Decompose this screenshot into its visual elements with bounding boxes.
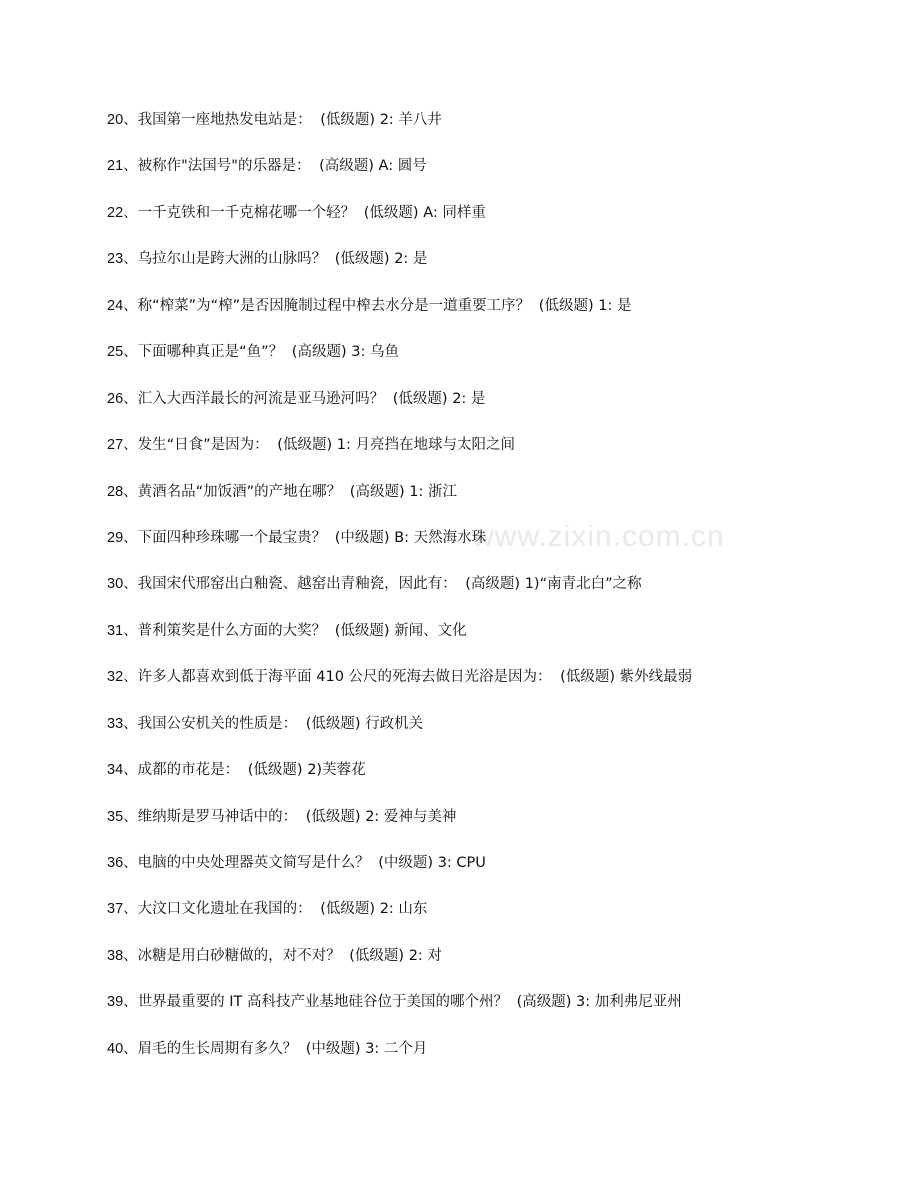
difficulty-level: (中级题) xyxy=(334,529,390,546)
difficulty-level: (低级题) xyxy=(320,112,376,128)
question-item xyxy=(107,940,887,986)
answer-text: 1: 月亮挡在地球与太阳之间 xyxy=(336,437,515,454)
question-item xyxy=(107,104,887,150)
question-text: 乌拉尔山是跨大洲的山脉吗？ xyxy=(137,251,327,268)
enumeration-mark: 、 xyxy=(123,901,138,918)
question-item xyxy=(107,847,887,893)
question-number: 20 xyxy=(107,112,124,128)
question-list xyxy=(107,104,887,1079)
answer-text: A: 同样重 xyxy=(423,204,486,221)
question-item xyxy=(107,1033,887,1079)
difficulty-level: (低级题) xyxy=(363,204,419,221)
question-number: 28 xyxy=(107,483,124,500)
question-text: 冰糖是用白砂糖做的，对不对？ xyxy=(137,947,341,964)
answer-text: 1)“南青北白”之称 xyxy=(524,576,642,593)
question-item xyxy=(107,243,887,289)
enumeration-mark: 、 xyxy=(123,112,138,128)
enumeration-mark: 、 xyxy=(123,297,138,314)
answer-text: 2: 对 xyxy=(408,947,442,964)
question-item xyxy=(107,522,887,568)
difficulty-level: (低级题) xyxy=(305,715,361,732)
question-number: 30 xyxy=(107,576,124,593)
question-item xyxy=(107,336,887,382)
question-text: 我国公安机关的性质是： xyxy=(137,715,298,732)
enumeration-mark: 、 xyxy=(123,344,138,361)
difficulty-level: (低级题) xyxy=(305,808,361,825)
enumeration-mark: 、 xyxy=(123,1040,138,1057)
answer-text: 2)芙蓉花 xyxy=(307,762,366,779)
question-number: 26 xyxy=(107,390,124,407)
question-text: 我国宋代邢窑出白釉瓷、越窑出青釉瓷，因此有： xyxy=(137,576,457,593)
answer-text: 2: 羊八井 xyxy=(379,112,442,128)
answer-text: 1: 浙江 xyxy=(409,483,457,500)
question-text: 被称作"法国号"的乐器是： xyxy=(137,158,311,175)
question-item xyxy=(107,708,887,754)
enumeration-mark: 、 xyxy=(123,622,138,639)
question-item xyxy=(107,476,887,522)
difficulty-level: (低级题) xyxy=(320,901,376,918)
enumeration-mark: 、 xyxy=(123,715,138,732)
answer-text: 2: 是 xyxy=(394,251,428,268)
question-item xyxy=(107,568,887,614)
question-text: 普利策奖是什么方面的大奖？ xyxy=(137,622,327,639)
question-item xyxy=(107,383,887,429)
difficulty-level: (低级题) xyxy=(247,762,303,779)
difficulty-level: (中级题) xyxy=(378,855,434,871)
enumeration-mark: 、 xyxy=(123,855,138,871)
question-text: 电脑的中央处理器英文简写是什么？ xyxy=(137,855,370,871)
question-item xyxy=(107,893,887,939)
question-text: 黄酒名品“加饭酒”的产地在哪？ xyxy=(137,483,342,500)
enumeration-mark: 、 xyxy=(123,158,138,175)
question-text: 大汶口文化遗址在我国的： xyxy=(137,901,312,918)
watermark: www.zixin.com.cn xyxy=(472,520,725,553)
enumeration-mark: 、 xyxy=(123,483,138,500)
question-text: 许多人都喜欢到低于海平面 410 公尺的死海去做日光浴是因为： xyxy=(137,669,552,686)
question-item xyxy=(107,150,887,196)
question-number: 37 xyxy=(107,901,124,918)
enumeration-mark: 、 xyxy=(123,529,138,546)
enumeration-mark: 、 xyxy=(123,947,138,964)
question-number: 34 xyxy=(107,762,124,779)
enumeration-mark: 、 xyxy=(123,251,138,268)
question-number: 33 xyxy=(107,715,124,732)
question-text: 发生“日食”是因为： xyxy=(137,437,269,454)
difficulty-level: (低级题) xyxy=(560,669,615,686)
enumeration-mark: 、 xyxy=(123,808,138,825)
question-item xyxy=(107,986,887,1032)
question-text: 一千克铁和一千克棉花哪一个轻？ xyxy=(137,204,356,221)
answer-text: 2: 山东 xyxy=(379,901,428,918)
question-number: 38 xyxy=(107,947,124,964)
enumeration-mark: 、 xyxy=(123,994,138,1011)
question-text: 维纳斯是罗马神话中的： xyxy=(137,808,298,825)
question-text: 下面四种珍珠哪一个最宝贵？ xyxy=(137,529,327,546)
difficulty-level: (低级题) xyxy=(334,622,390,639)
question-text: 我国第一座地热发电站是： xyxy=(137,112,312,128)
question-item xyxy=(107,754,887,800)
answer-text: 3: 乌鱼 xyxy=(351,344,399,361)
question-number: 40 xyxy=(107,1040,124,1057)
difficulty-level: (低级题) xyxy=(538,297,594,314)
answer-text: 2: 爱神与美神 xyxy=(365,808,457,825)
question-text: 世界最重要的 IT 高科技产业基地硅谷位于美国的哪个州？ xyxy=(137,994,508,1011)
question-number: 27 xyxy=(107,437,124,454)
answer-text: 1: 是 xyxy=(598,297,632,314)
answer-text: 3: 加利弗尼亚州 xyxy=(576,994,682,1011)
question-number: 25 xyxy=(107,344,124,361)
question-item xyxy=(107,290,887,336)
answer-text: 3: CPU xyxy=(437,855,486,871)
difficulty-level: (高级题) xyxy=(465,576,521,593)
answer-text: B: 天然海水珠 xyxy=(394,529,487,546)
difficulty-level: (高级题) xyxy=(291,344,347,361)
question-number: 36 xyxy=(107,855,124,871)
difficulty-level: (低级题) xyxy=(334,251,390,268)
answer-text: 3: 二个月 xyxy=(365,1040,428,1057)
question-text: 成都的市花是： xyxy=(137,762,240,779)
difficulty-level: (低级题) xyxy=(392,390,448,407)
difficulty-level: (中级题) xyxy=(305,1040,361,1057)
answer-text: 2: 是 xyxy=(452,390,486,407)
question-number: 29 xyxy=(107,529,124,546)
question-number: 32 xyxy=(107,669,124,686)
question-number: 21 xyxy=(107,158,124,175)
difficulty-level: (低级题) xyxy=(349,947,405,964)
question-text: 下面哪种真正是“鱼”？ xyxy=(137,344,284,361)
difficulty-level: (低级题) xyxy=(277,437,333,454)
enumeration-mark: 、 xyxy=(123,204,138,221)
enumeration-mark: 、 xyxy=(123,669,138,686)
difficulty-level: (高级题) xyxy=(516,994,572,1011)
question-text: 眉毛的生长周期有多久？ xyxy=(137,1040,298,1057)
enumeration-mark: 、 xyxy=(123,576,138,593)
enumeration-mark: 、 xyxy=(123,762,138,779)
question-number: 31 xyxy=(107,622,124,639)
difficulty-level: (高级题) xyxy=(319,158,374,175)
difficulty-level: (高级题) xyxy=(349,483,405,500)
question-text: 称“榨菜”为“榨”是否因腌制过程中榨去水分是一道重要工序？ xyxy=(137,297,531,314)
question-number: 35 xyxy=(107,808,124,825)
question-number: 23 xyxy=(107,251,124,268)
answer-text: A: 圆号 xyxy=(378,158,427,175)
question-item xyxy=(107,197,887,243)
answer-text: 紫外线最弱 xyxy=(619,669,693,686)
answer-text: 新闻、文化 xyxy=(394,622,467,639)
question-item xyxy=(107,615,887,661)
question-text: 汇入大西洋最长的河流是亚马逊河吗？ xyxy=(137,390,385,407)
question-item xyxy=(107,661,887,707)
question-number: 39 xyxy=(107,994,124,1011)
question-number: 24 xyxy=(107,297,124,314)
enumeration-mark: 、 xyxy=(123,390,138,407)
enumeration-mark: 、 xyxy=(123,437,138,454)
question-number: 22 xyxy=(107,204,124,221)
question-item xyxy=(107,801,887,847)
answer-text: 行政机关 xyxy=(365,715,424,732)
question-item xyxy=(107,429,887,475)
